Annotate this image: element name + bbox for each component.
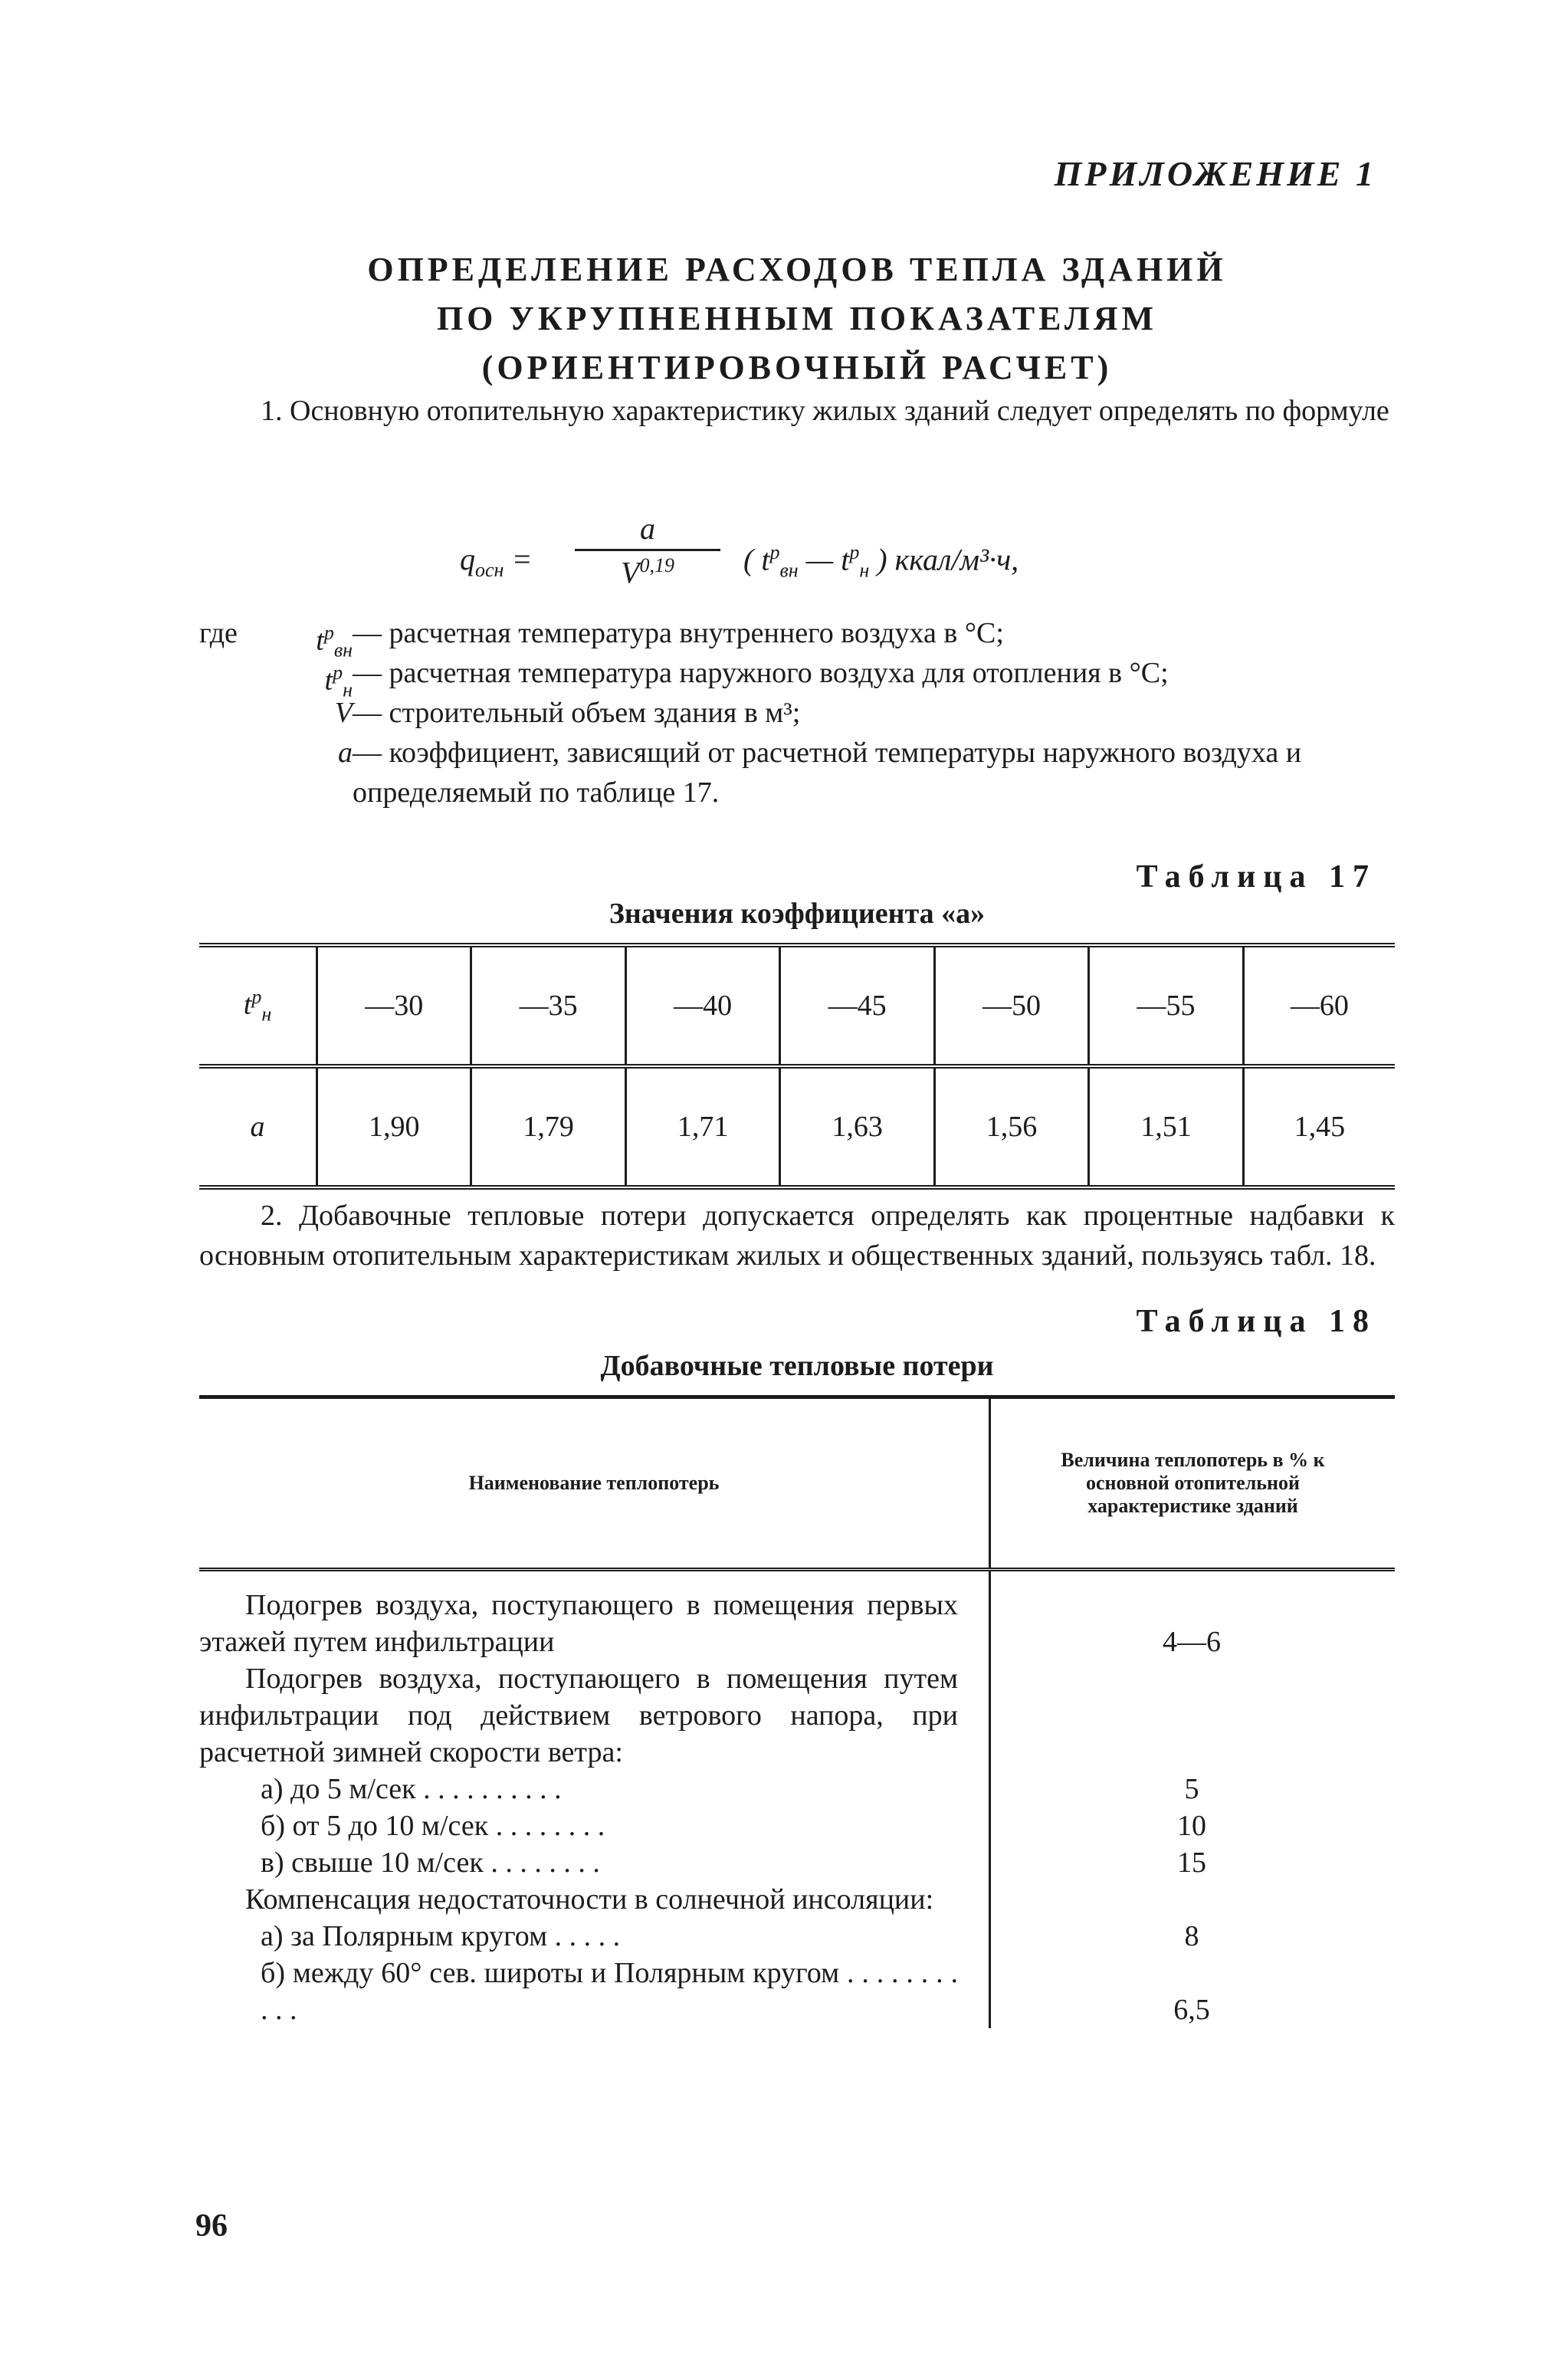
- table-17-label: Таблица 17: [1136, 859, 1376, 895]
- table-cell: —55: [1089, 945, 1243, 1066]
- definition-symbol: $t^р_н$: [324, 662, 353, 701]
- definition-coefficient: [199, 733, 1395, 813]
- formula-numerator: a: [640, 511, 655, 546]
- table-cell: 1,63: [780, 1066, 934, 1187]
- definition-text: — строительный объем здания в м³;: [353, 697, 801, 729]
- table-row: [199, 1881, 1395, 1918]
- table-cell: 1,56: [934, 1066, 1088, 1187]
- table-cell-value: 8: [1184, 1920, 1199, 1952]
- table-cell: 1,90: [317, 1066, 471, 1187]
- table-cell: —60: [1243, 945, 1395, 1066]
- formula-lhs: $q_{осн}$ =: [460, 542, 533, 581]
- formula-rhs: ( $t^р_{вн}$ — $t^р_н$ ) ккал/м³·ч,: [743, 541, 1019, 582]
- table-cell-name: в) свыше 10 м/сек . . . . . . . .: [261, 1847, 600, 1879]
- table-row: [199, 1807, 1395, 1844]
- table-row-header: $t^р_н$: [199, 945, 317, 1066]
- table-18-label: Таблица 18: [1136, 1304, 1376, 1339]
- title-line-2: ПО УКРУПНЕННЫМ ПОКАЗАТЕЛЯМ: [436, 300, 1158, 337]
- table-cell-value: 6,5: [1173, 1994, 1210, 2026]
- definitions-list: [199, 613, 1395, 813]
- definition-volume: [199, 693, 1395, 733]
- table-row: [199, 1955, 1395, 2028]
- table-cell-value: 10: [1177, 1810, 1206, 1842]
- column-header-name: Наименование теплопотерь: [468, 1472, 720, 1494]
- table-18: [199, 1395, 1395, 2028]
- table-cell-value: 15: [1177, 1847, 1206, 1879]
- table-cell: 1,45: [1243, 1066, 1395, 1187]
- table-cell: —40: [625, 945, 779, 1066]
- paragraph-2: 2. Добавочные тепловые потери допускается определять как процентные надбавки к основным отопительным характеристикам жилых и общественных зданий, пользуясь табл. 18.: [199, 1200, 1395, 1272]
- definition-symbol: V: [334, 697, 353, 729]
- table-cell: —50: [934, 945, 1088, 1066]
- table-row: [199, 1844, 1395, 1881]
- definition-text: — расчетная температура внутреннего воздуха в °С;: [353, 617, 1004, 649]
- table-cell-name: Подогрев воздуха, поступающего в помещения первых этажей путем инфильтрации: [199, 1589, 958, 1658]
- definition-symbol: $t^р_{вн}$: [316, 622, 353, 662]
- definition-text: — расчетная температура наружного воздуха для отопления в °С;: [353, 657, 1169, 689]
- definition-t-outer: [199, 653, 1395, 701]
- definition-where: где: [199, 617, 238, 649]
- table-cell: —45: [780, 945, 934, 1066]
- table-row: [199, 1587, 1395, 1660]
- table-18-caption: Добавочные тепловые потери: [600, 1350, 994, 1382]
- table-row: [199, 1660, 1395, 1771]
- table-cell-name: Компенсация недостаточности в солнечной инсоляции:: [245, 1883, 934, 1916]
- appendix-label: ПРИЛОЖЕНИЕ 1: [1054, 154, 1376, 193]
- table-cell-name: а) до 5 м/сек . . . . . . . . . .: [261, 1773, 562, 1805]
- definition-symbol: a: [338, 737, 353, 769]
- title-line-3: (ОРИЕНТИРОВОЧНЫЙ РАСЧЕТ): [481, 349, 1113, 386]
- formula-fraction: [575, 511, 720, 590]
- table-cell-name: Подогрев воздуха, поступающего в помещения путем инфильтрации под действием ветрового напора, при расчетной зимней скорости ветра:: [199, 1663, 958, 1768]
- table-cell-name: б) между 60° сев. широты и Полярным кругом . . . . . . . . . . .: [261, 1957, 958, 2026]
- table-cell-name: а) за Полярным кругом . . . . .: [261, 1920, 621, 1952]
- table-17: [199, 943, 1395, 1190]
- table-cell: —35: [471, 945, 625, 1066]
- paragraph-1: 1. Основную отопительную характеристику жилых зданий следует определять по формуле: [261, 395, 1389, 427]
- table-cell: —30: [317, 945, 471, 1066]
- formula-denominator: V$^{0,19}$: [621, 554, 674, 590]
- formula: [460, 511, 1303, 602]
- table-cell: 1,51: [1089, 1066, 1243, 1187]
- table-row: [199, 1918, 1395, 1955]
- table-cell-name: б) от 5 до 10 м/сек . . . . . . . .: [261, 1810, 605, 1842]
- definition-t-inner: [199, 613, 1395, 662]
- column-header-value: Величина теплопотерь в % к основной отопительной характеристике зданий: [989, 1399, 1395, 1568]
- page-number: 96: [195, 2208, 228, 2244]
- table-cell: 1,79: [471, 1066, 625, 1187]
- table-body: [199, 1571, 1395, 2028]
- table-17-caption: Значения коэффициента «а»: [609, 898, 986, 930]
- table-row: [199, 1066, 1395, 1187]
- table-row-header: a: [199, 1066, 317, 1187]
- definition-text: — коэффициент, зависящий от расчетной температуры наружного воздуха и определяемый по таблице 17.: [353, 737, 1302, 809]
- table-row: [199, 945, 1395, 1066]
- title-line-1: ОПРЕДЕЛЕНИЕ РАСХОДОВ ТЕПЛА ЗДАНИЙ: [367, 251, 1227, 288]
- table-cell-value: 5: [1184, 1773, 1199, 1805]
- table-cell: 1,71: [625, 1066, 779, 1187]
- table-cell-value: 4—6: [1163, 1626, 1221, 1658]
- table-row: [199, 1771, 1395, 1807]
- table-header: [199, 1395, 1395, 1571]
- section-title: [230, 245, 1364, 392]
